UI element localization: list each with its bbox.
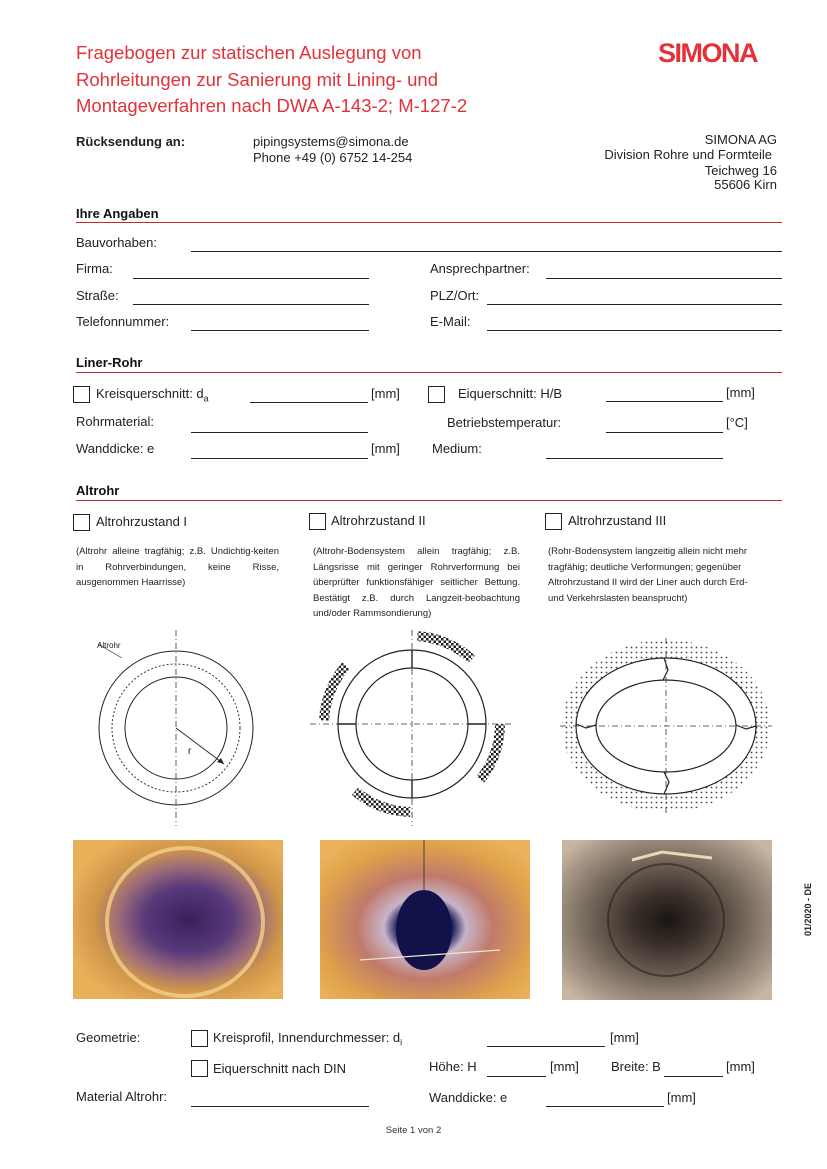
innendurchmesser-field[interactable]: [487, 1046, 605, 1047]
kreisprofil-sub: i: [400, 1037, 403, 1048]
title-line: Rohrleitungen zur Sanierung mit Lining- und: [76, 68, 438, 90]
label-ansprechpartner: Ansprechpartner:: [430, 261, 530, 276]
label-bauvorhaben: Bauvorhaben:: [76, 235, 157, 250]
altrohrzustand-2-label: Altrohrzustand II: [331, 513, 426, 528]
altrohrzustand-3-label: Altrohrzustand III: [568, 513, 667, 528]
diagram-label-altrohr: Altrohr: [97, 641, 121, 650]
ansprechpartner-field[interactable]: [546, 278, 782, 279]
diagram-altrohrzustand-2: [306, 628, 518, 828]
eiquerschnitt-checkbox[interactable]: [428, 386, 445, 403]
email-field[interactable]: [487, 330, 782, 331]
altrohrzustand-3-checkbox[interactable]: [545, 513, 562, 530]
label-wanddicke-altrohr: Wanddicke: e: [429, 1090, 508, 1105]
title-line: Montageverfahren nach DWA A-143-2; M-127-2: [76, 95, 468, 116]
section-rule: [76, 222, 782, 223]
page-number: Seite 1 von 2: [385, 1125, 442, 1136]
label-material-altrohr: Material Altrohr:: [76, 1089, 168, 1104]
label-firma: Firma:: [76, 261, 113, 276]
label-breite: Breite: B: [611, 1059, 661, 1074]
document-title: [76, 40, 596, 120]
label-eiquerschnitt-din: Eiquerschnitt nach DIN: [213, 1061, 346, 1076]
strasse-field[interactable]: [133, 304, 369, 305]
kreisprofil-checkbox[interactable]: [191, 1030, 208, 1047]
simona-logo: SIMONA: [658, 38, 757, 68]
section-rule: [76, 500, 782, 501]
plz-ort-field[interactable]: [487, 304, 782, 305]
label-eiquerschnitt: Eiquerschnitt: H/B: [458, 386, 563, 401]
company-name: SIMONA AG: [704, 132, 777, 147]
kreisquerschnitt-text: Kreisquerschnitt: d: [96, 386, 204, 401]
material-altrohr-field[interactable]: [191, 1106, 369, 1107]
label-strasse: Straße:: [76, 288, 119, 303]
diagram-altrohrzustand-1: [88, 628, 264, 828]
altrohrzustand-1-checkbox[interactable]: [73, 514, 90, 531]
photo-altrohrzustand-2: [320, 840, 530, 999]
kreisprofil-text: Kreisprofil, Innendurchmesser: d: [213, 1030, 401, 1045]
company-street: Teichweg 16: [704, 163, 777, 178]
document-code: [803, 879, 813, 936]
medium-field[interactable]: [546, 458, 723, 459]
altrohrzustand-1-description: (Altrohr alleine tragfähig; z.B. Undichtig-keiten in Rohrverbindungen, keine Risse, ausgenommen Haarrisse): [76, 546, 279, 588]
altrohrzustand-3-description: (Rohr-Bodensystem langzeitig allein nicht mehr tragfähig; deutliche Verformungen; gegenüber Altrohrzustand II wird der Liner auch durch Erd- und Verkehrslasten beansprucht): [548, 546, 748, 604]
contact-email: pipingsystems@simona.de: [253, 134, 409, 149]
telefon-field[interactable]: [191, 330, 369, 331]
diagram-label-r: r: [188, 746, 192, 757]
company-division: Division Rohre und Formteile: [604, 147, 772, 162]
label-hoehe: Höhe: H: [429, 1059, 477, 1074]
firma-field[interactable]: [133, 278, 369, 279]
return-label: Rücksendung an:: [76, 134, 186, 149]
breite-field[interactable]: [664, 1076, 723, 1077]
wanddicke-field[interactable]: [191, 458, 368, 459]
label-telefon: Telefonnummer:: [76, 314, 170, 329]
label-kreisquerschnitt: [96, 386, 209, 404]
unit-mm: [mm]: [550, 1059, 579, 1074]
hoehe-field[interactable]: [487, 1076, 546, 1077]
unit-mm: [mm]: [371, 386, 400, 401]
photo-altrohrzustand-1: [73, 840, 283, 999]
rohrmaterial-field[interactable]: [191, 432, 368, 433]
unit-mm: [mm]: [667, 1090, 696, 1105]
altrohrzustand-2-description: (Altrohr-Bodensystem allein tragfähig; z.B. Längsrisse mit geringer Rohrverformung bei überprüfter funktionsfähiger seitlicher Bettung. Bestätigt z.B. durch Langzeit-beobachtung und/oder Rammsondierung): [313, 546, 520, 619]
section-rule: [76, 372, 782, 373]
label-email: E-Mail:: [430, 314, 471, 329]
label-wanddicke: Wanddicke: e: [76, 441, 155, 456]
label-plz-ort: PLZ/Ort:: [430, 288, 480, 303]
photo-altrohrzustand-3: [562, 840, 772, 1000]
title-line: Fragebogen zur statischen Auslegung von: [76, 42, 422, 63]
label-betriebstemperatur: Betriebstemperatur:: [447, 415, 562, 430]
eiquerschnitt-field[interactable]: [606, 401, 723, 402]
kreisquerschnitt-sub: a: [203, 393, 209, 404]
label-rohrmaterial: Rohrmaterial:: [76, 414, 155, 429]
kreisquerschnitt-checkbox[interactable]: [73, 386, 90, 403]
company-city: 55606 Kirn: [714, 177, 777, 192]
unit-mm: [mm]: [726, 1059, 755, 1074]
label-kreisprofil: [213, 1030, 402, 1048]
section-title-angaben: Ihre Angaben: [76, 206, 159, 221]
betriebstemperatur-field[interactable]: [606, 432, 723, 433]
section-title-liner: Liner-Rohr: [76, 355, 143, 370]
contact-phone: Phone +49 (0) 6752 14-254: [253, 150, 413, 165]
unit-mm: [mm]: [371, 441, 400, 456]
altrohrzustand-2-checkbox[interactable]: [309, 513, 326, 530]
label-medium: Medium:: [432, 441, 482, 456]
kreisquerschnitt-field[interactable]: [250, 402, 368, 403]
unit-mm: [mm]: [610, 1030, 639, 1045]
diagram-altrohrzustand-3: [560, 636, 772, 816]
label-geometrie: Geometrie:: [76, 1030, 141, 1045]
bauvorhaben-field[interactable]: [191, 251, 782, 252]
unit-mm: [mm]: [726, 385, 755, 400]
altrohrzustand-1-label: Altrohrzustand I: [96, 514, 188, 529]
unit-celsius: [°C]: [726, 415, 748, 430]
eiquerschnitt-din-checkbox[interactable]: [191, 1060, 208, 1077]
document-code-text: 01/2020 - DE: [803, 882, 813, 936]
section-title-altrohr: Altrohr: [76, 483, 120, 498]
wanddicke-altrohr-field[interactable]: [546, 1106, 664, 1107]
